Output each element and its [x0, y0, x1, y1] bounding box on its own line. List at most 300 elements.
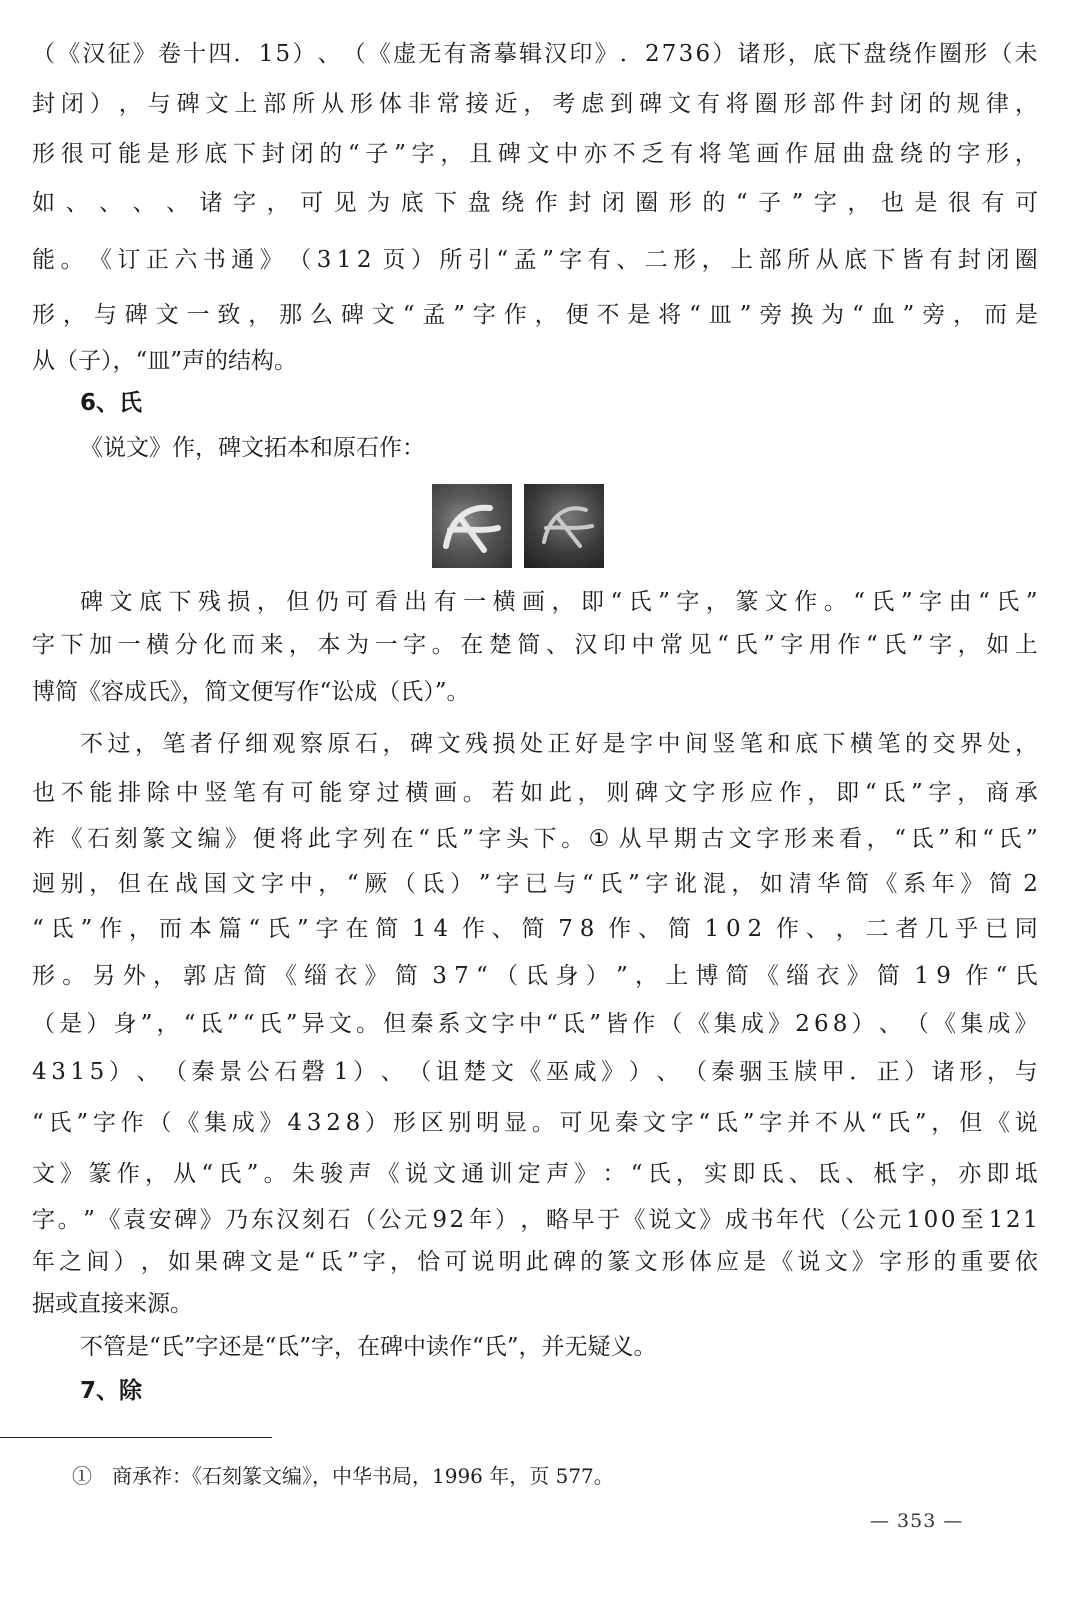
char: 字 [496, 871, 520, 897]
char: 说 [648, 1207, 672, 1233]
char: 成 [231, 1110, 255, 1136]
char: 形 [32, 302, 55, 328]
char: 景 [219, 1059, 243, 1085]
char: 《 [933, 1011, 957, 1037]
char: 盘 [863, 41, 887, 67]
char: 简 [394, 963, 418, 989]
char: 战 [175, 871, 199, 897]
char: 从 [842, 1110, 866, 1136]
char: 有 [261, 780, 285, 806]
char: 《 [273, 963, 297, 989]
char: 竖 [204, 780, 228, 806]
char: 订 [117, 247, 141, 273]
char: 公 [852, 1207, 876, 1233]
char: 仔 [217, 731, 241, 757]
char: 碑 [80, 589, 103, 615]
char: 间 [86, 1249, 110, 1275]
char: 年 [469, 1207, 493, 1233]
char: 为 [346, 632, 370, 658]
char: 字 [780, 632, 804, 658]
char: 字 [670, 1110, 694, 1136]
char: ” [791, 190, 804, 216]
text-line [32, 243, 1038, 277]
char: 如 [520, 780, 544, 806]
line-text: 不管是“氏”字还是“氐”字，在碑中读作“氏”，并无疑义。 [80, 1334, 657, 1360]
char: 石 [274, 1059, 298, 1085]
char: 字 [478, 826, 502, 852]
char: 明 [498, 1249, 522, 1275]
char: 即 [732, 1161, 756, 1187]
char: 皆 [605, 1011, 629, 1037]
char: 引 [467, 247, 491, 273]
char: 孟 [513, 247, 537, 273]
char: 说 [471, 1249, 495, 1275]
char: 律 [985, 91, 1009, 117]
char: 下 [233, 141, 257, 167]
char: “ [864, 780, 877, 806]
char: ） [113, 1249, 137, 1275]
char: 早 [571, 1207, 595, 1233]
char: ， [551, 589, 575, 615]
char: 底 [813, 41, 837, 67]
char: 汉 [276, 1207, 300, 1233]
char: ） [851, 1011, 875, 1037]
char: ， [957, 780, 981, 806]
char: 巫 [546, 1059, 570, 1085]
text-line [32, 776, 1038, 810]
char: 字 [32, 632, 55, 658]
char: 《 [622, 1207, 646, 1233]
char: ， [256, 589, 280, 615]
char: ， [156, 1011, 180, 1037]
char: ， [835, 916, 859, 942]
char: 2 [1023, 871, 1038, 897]
char: ” [762, 632, 775, 658]
char: 楚 [488, 632, 512, 658]
char: ， [931, 1110, 955, 1136]
char: 牍 [794, 1059, 818, 1085]
char: 》 [1014, 1011, 1038, 1037]
char: 穿 [347, 780, 371, 806]
section-heading: 7、除 [80, 1378, 143, 1404]
char: 。 [462, 780, 486, 806]
char: 征 [107, 41, 131, 67]
char: （ [683, 1059, 707, 1085]
char: 横 [850, 731, 873, 757]
char: 底 [400, 190, 424, 216]
char: 有 [443, 41, 467, 67]
char: ” [1026, 826, 1038, 852]
char: “ [32, 916, 44, 942]
char: 看 [374, 589, 398, 615]
char: 即 [986, 1161, 1010, 1187]
char: 0 [940, 1207, 956, 1233]
char: 碑 [639, 91, 663, 117]
char: 可 [89, 141, 113, 167]
char: ， [89, 871, 113, 897]
char: 诸 [737, 41, 761, 67]
char: 过 [107, 731, 131, 757]
char: 》 [259, 247, 283, 273]
char: 封 [957, 247, 981, 273]
char: 作 [784, 141, 808, 167]
char: ， [140, 1249, 164, 1275]
char: 那 [279, 302, 303, 328]
char: 为 [821, 302, 845, 328]
char: 所 [787, 247, 811, 273]
char: 子 [365, 141, 389, 167]
char: 实 [704, 1161, 728, 1187]
char: 上 [1014, 632, 1038, 658]
char: 篆 [142, 826, 166, 852]
char: 形 [959, 1059, 983, 1085]
char: 近 [494, 91, 518, 117]
char: 形 [32, 963, 55, 989]
char: 7 [661, 41, 677, 67]
char: 从 [173, 1161, 197, 1187]
char: 旁 [759, 302, 783, 328]
char: 虚 [393, 41, 417, 67]
text-line [32, 675, 1038, 709]
char: 篆 [735, 589, 759, 615]
char: “ [982, 826, 994, 852]
char: 简 [876, 963, 900, 989]
text-line [32, 1203, 1038, 1237]
char: 作 [837, 632, 861, 658]
char: 封 [870, 91, 894, 117]
char: 见 [587, 1110, 611, 1136]
char: 笔 [162, 731, 186, 757]
char: 通 [231, 247, 255, 273]
char: 4 [32, 1059, 47, 1085]
char: 》 [846, 963, 870, 989]
char: 显 [503, 1110, 527, 1136]
char: 文 [155, 302, 179, 328]
char: 说 [404, 1161, 428, 1187]
char: ， [382, 731, 406, 757]
char: ， [128, 916, 152, 942]
char: 将 [658, 302, 682, 328]
char: 下 [822, 731, 846, 757]
char: 字 [411, 141, 435, 167]
char: （ [905, 1011, 929, 1037]
char: 咸 [573, 1059, 597, 1085]
char: 字 [559, 247, 583, 273]
char: “ [853, 589, 865, 615]
char: 么 [310, 302, 334, 328]
char: 排 [118, 780, 142, 806]
char: 字 [403, 632, 427, 658]
char: 也 [32, 780, 55, 806]
text-line [32, 1287, 1038, 1321]
char: 衣 [816, 963, 840, 989]
char: 氏 [998, 826, 1022, 852]
char: “ [418, 826, 430, 852]
char: 氏 [886, 1110, 910, 1136]
char: 印 [569, 41, 593, 67]
text-line [80, 585, 1038, 619]
char: 5 [89, 1059, 105, 1085]
text-line [32, 37, 1038, 71]
char: 书 [750, 1207, 774, 1233]
char: 画 [434, 780, 458, 806]
char: 字 [315, 916, 339, 942]
char: 形 [906, 1249, 930, 1275]
char: 骃 [738, 1059, 762, 1085]
line-text: 《说文》作，碑文拓本和原石作： [80, 435, 425, 461]
char: 3 [678, 41, 694, 67]
char: 字 [928, 780, 952, 806]
char: 察 [300, 731, 323, 757]
char: 、 [491, 916, 515, 942]
char: 很 [60, 141, 84, 167]
char: 中 [289, 871, 313, 897]
char: 。 [561, 826, 585, 852]
char: 形 [175, 141, 199, 167]
char: 文 [169, 826, 193, 852]
char: 从 [618, 826, 642, 852]
char: 、 [132, 190, 156, 216]
char: 是 [914, 190, 938, 216]
char: 闭 [986, 247, 1010, 273]
char: 可 [1015, 190, 1038, 216]
char: 氐 [319, 1249, 343, 1275]
char: 简 [517, 632, 541, 658]
char: 》 [851, 1249, 875, 1275]
char: 可 [345, 589, 369, 615]
char: 此 [548, 780, 572, 806]
char: 损 [227, 589, 251, 615]
char: 而 [983, 302, 1007, 328]
char: 氏 [1014, 963, 1038, 989]
char: “ [546, 1011, 558, 1037]
char: 下 [434, 190, 458, 216]
char: 元 [404, 1207, 428, 1233]
char: 石 [87, 826, 111, 852]
char: ， [1015, 731, 1038, 757]
char: 1 [258, 41, 274, 67]
char: ” [462, 826, 474, 852]
char: 诸 [931, 1059, 955, 1085]
char: 皿 [708, 302, 732, 328]
char: 文 [824, 1249, 848, 1275]
char: 身 [113, 1011, 137, 1037]
char: 通 [461, 1161, 485, 1187]
char: 字 [756, 826, 780, 852]
char: 氐 [817, 1161, 841, 1187]
char: 依 [1014, 1249, 1038, 1275]
char: 下 [168, 589, 192, 615]
char: ， [144, 1161, 168, 1187]
char: 0 [923, 1207, 939, 1233]
char: 若 [491, 780, 515, 806]
char: 磬 [301, 1059, 325, 1085]
char: 有 [587, 247, 611, 273]
char: 1 [411, 916, 427, 942]
char: 但 [383, 1011, 407, 1037]
char: 年 [931, 871, 955, 897]
char: 代 [801, 1207, 825, 1233]
char: 3 [306, 1110, 322, 1136]
char: 一 [463, 589, 487, 615]
char: 很 [947, 190, 971, 216]
char: 应 [716, 1249, 739, 1275]
char: 氐 [562, 1011, 586, 1037]
char: 闭 [290, 141, 314, 167]
char: 别 [60, 871, 84, 897]
char: 非 [407, 91, 431, 117]
char: 作 [534, 190, 558, 216]
char: 形 [661, 1249, 685, 1275]
char: ” [938, 826, 950, 852]
char: 如 [32, 190, 55, 216]
char: 1 [1023, 1207, 1038, 1233]
char: 作 [608, 916, 632, 942]
char: 年 [32, 1249, 55, 1275]
char: 界 [960, 731, 983, 757]
char: 正 [876, 1059, 900, 1085]
char: ” [453, 302, 465, 328]
char: 但 [117, 871, 141, 897]
char: （ [353, 1207, 377, 1233]
text-line [32, 298, 1038, 332]
char: 闭 [899, 91, 923, 117]
char: 略 [545, 1207, 569, 1233]
char: 明 [476, 1110, 500, 1136]
char: ” [911, 780, 923, 806]
footnote-divider [0, 1437, 272, 1438]
char: 、 [65, 190, 89, 216]
char: 二 [644, 247, 668, 273]
char: 能 [32, 247, 55, 273]
char: 刻 [301, 1207, 325, 1233]
char: ” [226, 1011, 239, 1037]
char: ” [478, 871, 491, 897]
char: 碑 [552, 1249, 576, 1275]
char: 加 [89, 632, 113, 658]
char: 能 [118, 141, 142, 167]
char: 形 [32, 141, 55, 167]
char: 画 [756, 141, 780, 167]
char: 。 [823, 589, 847, 615]
char: 上 [234, 91, 258, 117]
char: 底 [843, 247, 867, 273]
char: 字 [957, 141, 981, 167]
text-line [32, 822, 1038, 856]
char: 文 [32, 1161, 55, 1187]
char: 是 [146, 141, 170, 167]
char: 厥 [364, 871, 388, 897]
char: ， [705, 589, 729, 615]
char: （ [288, 247, 312, 273]
char: 3 [51, 1059, 66, 1085]
char: 。 [60, 247, 84, 273]
char: 体 [688, 1249, 712, 1275]
char: 祚 [32, 826, 55, 852]
char: ① [588, 826, 610, 852]
char: “ [242, 1011, 255, 1037]
char: 闭 [601, 190, 625, 216]
char: 碑 [497, 141, 521, 167]
char: 上 [665, 963, 689, 989]
rubbing-glyph-graphic [432, 484, 512, 568]
char: ” [914, 1110, 927, 1136]
char: 封 [32, 91, 55, 117]
char: （ [32, 1011, 55, 1037]
char: ） [86, 1011, 110, 1037]
char: 圈 [938, 41, 962, 67]
char: 但 [286, 589, 310, 615]
char: 公 [246, 1059, 270, 1085]
char: 笔 [233, 780, 257, 806]
char: （ [827, 1207, 851, 1233]
char: 分 [174, 632, 198, 658]
char: ： [602, 1161, 626, 1187]
char: 形 [721, 780, 745, 806]
char: 》 [199, 1207, 223, 1233]
char: 氏 [734, 632, 758, 658]
char: 文 [526, 141, 550, 167]
char: 、 [616, 247, 640, 273]
char: 作 [775, 916, 799, 942]
char: 来 [260, 632, 284, 658]
char: （ [495, 963, 519, 989]
char: ． [233, 41, 257, 67]
char: 简 [725, 963, 749, 989]
char: 字 [362, 1249, 386, 1275]
char: 氏 [218, 1161, 242, 1187]
char: 将 [725, 91, 749, 117]
char: 此 [307, 826, 331, 852]
char: 出 [404, 589, 428, 615]
text-line [32, 1055, 1038, 1089]
char: ） [585, 963, 609, 989]
char: 如 [986, 632, 1010, 658]
char: 石 [355, 731, 378, 757]
char: 乃 [225, 1207, 249, 1233]
char: 《 [59, 826, 83, 852]
char: 正 [547, 731, 571, 757]
char: 字 [919, 589, 943, 615]
char: 氏 [883, 632, 907, 658]
text-line [32, 1245, 1038, 1279]
char: 华 [817, 871, 841, 897]
char: 刻 [114, 826, 138, 852]
char: 《 [88, 247, 112, 273]
char: 《 [874, 871, 898, 897]
char: 缁 [304, 963, 328, 989]
text-line [32, 186, 1038, 220]
char: “ [610, 589, 623, 615]
char: 氏 [628, 589, 652, 615]
char: ， [675, 1161, 699, 1187]
section-heading: 6、氏 [80, 390, 143, 416]
char: 。 [356, 1011, 380, 1037]
char: “ [582, 871, 594, 897]
char: 除 [146, 780, 170, 806]
char: 字 [32, 1207, 55, 1233]
char: 中 [657, 731, 681, 757]
char: （ [342, 41, 366, 67]
char: 5 [275, 41, 291, 67]
char: 秦 [191, 1059, 215, 1085]
char: 有 [670, 141, 694, 167]
char: 将 [698, 141, 722, 167]
char: 文 [232, 871, 256, 897]
char: （ [659, 1011, 683, 1037]
char: ） [450, 871, 474, 897]
char: 为 [367, 190, 391, 216]
